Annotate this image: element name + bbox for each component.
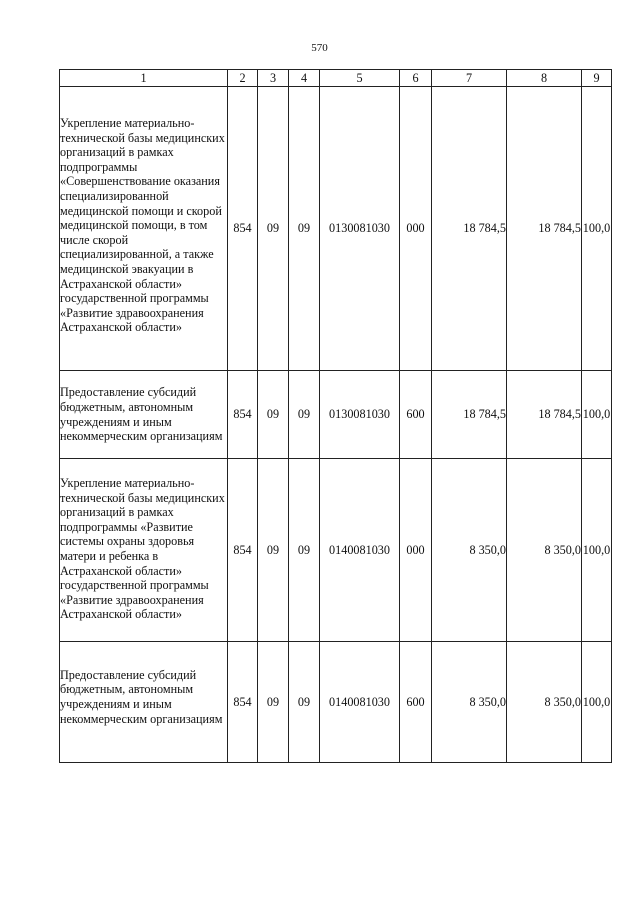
cell-col-3: 09: [258, 642, 289, 763]
row-description-text: Предоставление субсидий бюджетным, автономным учреждениям и иным некоммерческим организациям: [60, 667, 223, 726]
cell-col-6: 000: [400, 459, 432, 642]
row-description: [60, 87, 228, 371]
table-header-row: [60, 70, 612, 87]
column-header-8: 8: [507, 70, 582, 87]
cell-col-7: 18 784,5: [432, 371, 507, 459]
cell-col-3: 09: [258, 459, 289, 642]
table-row: [60, 459, 612, 642]
cell-col-8: 18 784,5: [507, 371, 582, 459]
row-description: [60, 371, 228, 459]
cell-col-5: 0130081030: [320, 87, 400, 371]
cell-col-7: 18 784,5: [432, 87, 507, 371]
cell-col-2: 854: [228, 459, 258, 642]
cell-col-4: 09: [289, 459, 320, 642]
row-description-text: Укрепление материально-технической базы медицинских организаций в рамках подпрограммы «Развитие системы охраны здоровья матери и ребенка в Астраханской области» государственной программы «Развитие здравоохранения Астраханской области»: [60, 476, 225, 622]
cell-col-8: 8 350,0: [507, 642, 582, 763]
cell-col-4: 09: [289, 371, 320, 459]
cell-col-5: 0140081030: [320, 642, 400, 763]
budget-table: [59, 69, 612, 763]
table-row: [60, 371, 612, 459]
cell-col-9: 100,0: [582, 459, 612, 642]
column-header-2: 2: [228, 70, 258, 87]
cell-col-5: 0130081030: [320, 371, 400, 459]
cell-col-9: 100,0: [582, 87, 612, 371]
cell-col-2: 854: [228, 642, 258, 763]
column-header-5: 5: [320, 70, 400, 87]
cell-col-4: 09: [289, 87, 320, 371]
cell-col-7: 8 350,0: [432, 459, 507, 642]
cell-col-4: 09: [289, 642, 320, 763]
column-header-6: 6: [400, 70, 432, 87]
table-row: [60, 642, 612, 763]
row-description-text: Укрепление материально-технической базы медицинских организаций в рамках подпрограммы «Совершенствование оказания специализированной медицинской помощи и скорой медицинской помощи, в том числе скорой специализированной, а также медицинской эвакуации в Астраханской области» государственной программы «Развитие здравоохранения Астраханской области»: [60, 116, 225, 335]
cell-col-5: 0140081030: [320, 459, 400, 642]
column-header-4: 4: [289, 70, 320, 87]
page-number: 570: [311, 42, 328, 54]
cell-col-6: 000: [400, 87, 432, 371]
row-description: [60, 642, 228, 763]
cell-col-9: 100,0: [582, 371, 612, 459]
cell-col-3: 09: [258, 87, 289, 371]
cell-col-2: 854: [228, 371, 258, 459]
column-header-7: 7: [432, 70, 507, 87]
row-description-text: Предоставление субсидий бюджетным, автономным учреждениям и иным некоммерческим организациям: [60, 385, 223, 444]
column-header-3: 3: [258, 70, 289, 87]
cell-col-9: 100,0: [582, 642, 612, 763]
cell-col-8: 18 784,5: [507, 87, 582, 371]
cell-col-6: 600: [400, 371, 432, 459]
cell-col-6: 600: [400, 642, 432, 763]
column-header-9: 9: [582, 70, 612, 87]
row-description: [60, 459, 228, 642]
table-row: [60, 87, 612, 371]
column-header-1: 1: [60, 70, 228, 87]
cell-col-3: 09: [258, 371, 289, 459]
cell-col-8: 8 350,0: [507, 459, 582, 642]
cell-col-2: 854: [228, 87, 258, 371]
cell-col-7: 8 350,0: [432, 642, 507, 763]
